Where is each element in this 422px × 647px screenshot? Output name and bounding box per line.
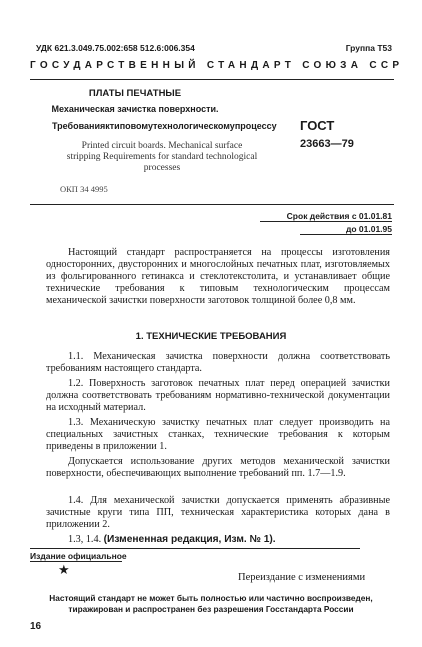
official-edition-underline: [30, 561, 122, 562]
validity-from: Срок действия с 01.01.81: [286, 211, 392, 221]
validity-underline: [260, 221, 392, 222]
english-title-line: processes: [143, 163, 181, 173]
copyright-notice: тиражирован и распространен без разрешения Госстандарта России: [68, 604, 354, 614]
copyright-notice: Настоящий стандарт не может быть полностью или частично воспроизведен,: [49, 593, 373, 603]
middle-divider: [30, 204, 394, 205]
reissue-note: Переиздание с изменениями: [238, 572, 366, 583]
star-icon: ★: [58, 562, 70, 577]
english-title-line: Printed circuit boards. Mechanical surface: [81, 141, 243, 151]
clause-1-1: 1.1. Механическая зачистка поверхности должна соответствовать требованиям настоящего стандарта.: [46, 351, 390, 375]
subtitle-word: технологическому: [152, 121, 235, 131]
english-title-line: stripping Requirements for standard technological: [66, 152, 258, 162]
intro-paragraph: Настоящий стандарт распространяется на процессы изготовления односторонних, двусторонних и многослойных печатных плат, изготовляемых из фольгированного гетинакса и стеклотекстолита, и устанавливает общие технические требования к типовым технологическим процессам механической зачистки поверхности заготовок толщиной более 0,8 мм.: [46, 247, 390, 307]
document-subtitle-2: [52, 121, 277, 131]
clause-1-4: 1.4. Для механической зачистки допускается применять абразивные зачистные круги типа ПП, техническая характеристика которых дана в приложении 2.: [46, 495, 390, 531]
okp-code: ОКП 34 4995: [60, 184, 108, 194]
document-title: ПЛАТЫ ПЕЧАТНЫЕ: [88, 88, 182, 99]
page-number: 16: [30, 621, 42, 632]
validity-underline: [300, 234, 392, 235]
clause-allowance: Допускается использование других методов механической зачистки поверхности, обеспечивающих выполнение требований пп. 1.7—1.9.: [46, 456, 390, 480]
section-title: 1. ТЕХНИЧЕСКИЕ ТРЕБОВАНИЯ: [135, 331, 287, 342]
subtitle-word: процессу: [234, 121, 277, 131]
clause-1-3: 1.3. Механическую зачистку печатных плат следует производить на специальных зачистных станках, технические требования к которым приведены в приложении 1.: [46, 417, 390, 453]
amendment-clauses: 1.3, 1.4.: [68, 534, 102, 545]
subtitle-word: Требования: [52, 121, 106, 131]
amendment-note: [68, 534, 276, 545]
udk-code: УДК 621.3.049.75.002:658 512.6:006.354: [36, 43, 195, 53]
subtitle-word: к: [105, 121, 110, 131]
group-code: Группа Т53: [345, 43, 392, 53]
top-divider: [30, 79, 394, 80]
validity-to: до 01.01.95: [345, 224, 392, 234]
footer-divider: [30, 548, 360, 549]
clause-1-2: 1.2. Поверхность заготовок печатных плат перед операцией зачистки должна соответствовать требованиям нормативно-технической документации на исходный материал.: [46, 378, 390, 414]
document-subtitle: Механическая зачистка поверхности.: [51, 104, 219, 114]
official-edition: Издание официальное: [30, 551, 127, 561]
gost-label: ГОСТ: [300, 118, 335, 133]
subtitle-word: типовому: [109, 121, 153, 131]
amendment-text: (Измененная редакция, Изм. № 1).: [103, 534, 276, 545]
gost-number: 23663—79: [300, 138, 354, 150]
standard-heading: ГОСУДАРСТВЕННЫЙ СТАНДАРТ СОЮЗА ССР: [30, 60, 404, 71]
